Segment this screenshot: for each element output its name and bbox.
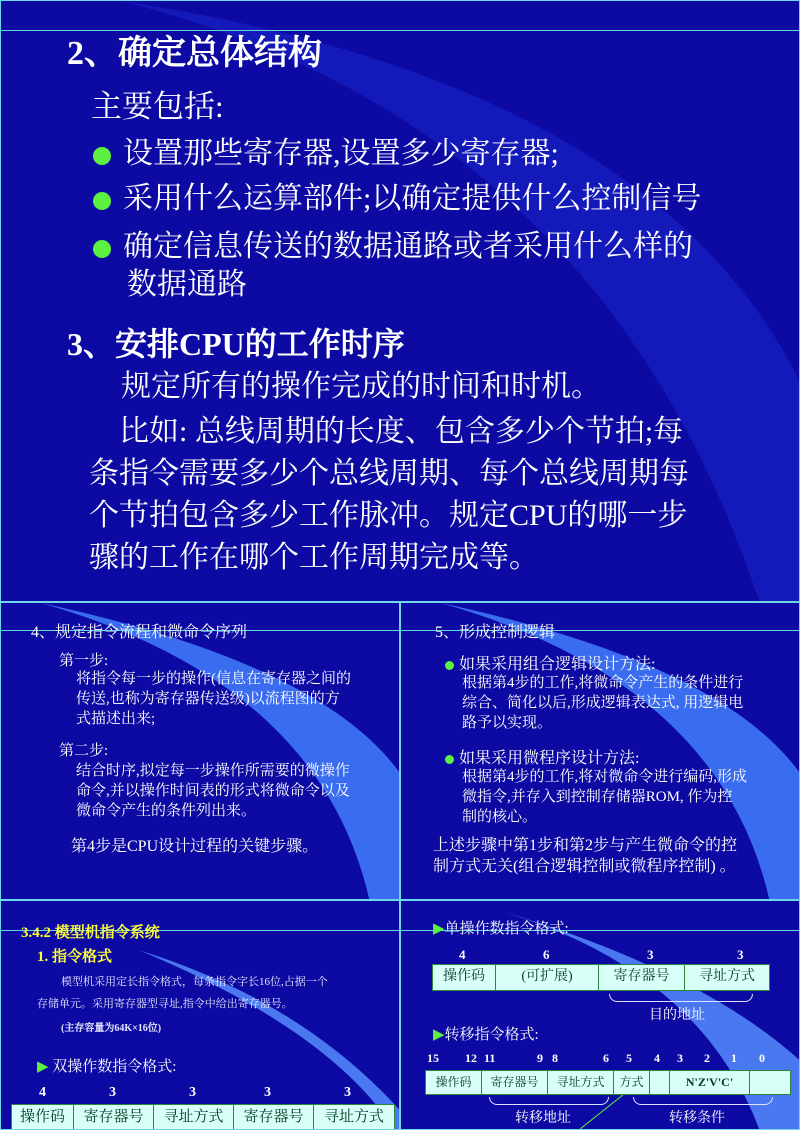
slide-title: 4、规定指令流程和微命令序列 <box>31 624 248 641</box>
jump-addr-brace <box>489 1097 609 1105</box>
bullet-icon <box>93 192 111 210</box>
slide-title: 5、形成控制逻辑 <box>435 624 556 641</box>
bullet-icon <box>445 661 454 670</box>
bit-width: 3 <box>647 947 654 962</box>
text-line: 结合时序,拟定每一步操作所需要的微操作 <box>76 763 350 779</box>
bullet-combinational: 如果采用组合逻辑设计方法: <box>445 651 655 674</box>
text-line: 路予以实现。 <box>462 715 553 731</box>
bullet-3-cont: 数据通路 <box>127 268 247 301</box>
jump-format <box>425 1070 791 1095</box>
bit-index: 5 <box>626 1051 632 1065</box>
para-line: 条指令需要多少个总线周期、每个总线周期每 <box>89 457 689 490</box>
text-line: 根据第4步的工作,将微命令产生的条件进行 <box>462 675 744 691</box>
text-line: 制方式无关(组合逻辑控制或微程序控制) 。 <box>433 858 736 875</box>
key-step-note: 第4步是CPU设计过程的关键步骤。 <box>71 838 319 855</box>
para-line: 骤的工作在哪个工作周期完成等。 <box>89 541 539 574</box>
bit-width: 3 <box>189 1085 196 1100</box>
bullet-2: 采用什么运算部件;以确定提供什么控制信号 <box>93 173 701 217</box>
arrow-icon: ▶ <box>433 1027 445 1043</box>
bit-width: 3 <box>264 1085 271 1100</box>
arrow-icon: ▶ <box>433 921 445 937</box>
heading-overall-structure: 2、确定总体结构 <box>67 35 322 72</box>
dual-operand-heading: ▶ 双操作数指令格式: <box>37 1059 177 1075</box>
format-desc-2: 存储单元。采用寄存器型寻址,指令中给出寄存器号。 <box>37 998 293 1010</box>
text-line: 上述步骤中第1步和第2步与产生微命令的控 <box>433 837 738 854</box>
jump-cond-brace <box>633 1097 773 1105</box>
bit-width: 6 <box>543 947 550 962</box>
field-cell: 操作码 <box>426 1071 482 1094</box>
step1-label: 第一步: <box>59 653 109 669</box>
bullet-microprogram: 如果采用微程序设计方法: <box>445 745 639 768</box>
step1-text <box>76 669 351 729</box>
bit-index: 1 <box>731 1051 737 1065</box>
field-cell: 寄存器号 <box>599 965 685 990</box>
field-cell: 寻址方式 <box>548 1071 614 1094</box>
bit-index: 9 <box>537 1051 543 1065</box>
bullet-1: 设置那些寄存器,设置多少寄存器; <box>93 128 559 172</box>
field-cell: 寻址方式 <box>685 965 769 990</box>
bit-index: 15 <box>427 1051 439 1065</box>
text-line: 制的核心。 <box>462 809 538 825</box>
field-cell: 寻址方式 <box>314 1105 394 1130</box>
field-cell: 操作码 <box>433 965 496 990</box>
arrow-icon: ▶ <box>37 1059 53 1075</box>
bullet-icon <box>445 755 454 764</box>
heading-timing: 3、安排CPU的工作时序 <box>67 326 405 362</box>
text-line: 微命令产生的条件列出来。 <box>76 803 257 819</box>
text-line: 传送,也称为寄存器传送级)以流程图的方 <box>76 691 340 707</box>
slide-instruction-system <box>0 900 400 1130</box>
format-desc-1: 模型机采用定长指令格式，每条指令字长16位,占据一个 <box>61 976 328 988</box>
step2-label: 第二步: <box>59 743 109 759</box>
field-cell: 方式 <box>614 1071 650 1094</box>
bit-width: 4 <box>39 1085 46 1100</box>
slide-title: 3.4.2 模型机指令系统 <box>21 925 160 941</box>
field-cell: 寄存器号 <box>74 1105 154 1130</box>
field-cell: 寻址方式 <box>154 1105 234 1130</box>
bit-index: 8 <box>552 1051 558 1065</box>
timing-paragraph <box>89 411 689 579</box>
field-cell <box>650 1071 670 1094</box>
bit-index: 0 <box>759 1051 765 1065</box>
slide-instruction-flow <box>0 602 400 900</box>
bit-index: 11 <box>484 1051 496 1065</box>
dest-label: 目的地址 <box>649 1008 705 1023</box>
dual-operand-format <box>11 1104 395 1130</box>
field-cell: 操作码 <box>12 1105 74 1130</box>
jump-cond-label: 转移条件 <box>669 1111 725 1126</box>
bit-width: 3 <box>737 947 744 962</box>
jump-addr-label: 转移地址 <box>515 1111 571 1126</box>
bit-index: 6 <box>603 1051 609 1065</box>
text-line: 命令,并以操作时间表的形式将微命令以及 <box>76 783 350 799</box>
microprogram-text <box>462 767 747 827</box>
field-cell: (可扩展) <box>496 965 599 990</box>
text-line: 式描述出来; <box>76 711 156 727</box>
bit-index: 2 <box>704 1051 710 1065</box>
slide-control-logic <box>400 602 800 900</box>
intro-text: 主要包括: <box>91 89 224 124</box>
bullet-icon <box>93 147 111 165</box>
text-line: 综合、简化以后,形成逻辑表达式, 用逻辑电 <box>462 695 744 711</box>
bullet-3: 确定信息传送的数据通路或者采用什么样的 <box>93 221 693 265</box>
memory-note: (主存容量为64K×16位) <box>61 1023 162 1034</box>
timing-line: 规定所有的操作完成的时间和时机。 <box>121 370 601 403</box>
dest-brace <box>609 994 753 1002</box>
bit-index: 3 <box>677 1051 683 1065</box>
bit-width: 3 <box>109 1085 116 1100</box>
summary-text <box>433 835 737 877</box>
text-line: 根据第4步的工作,将对微命令进行编码,形成 <box>462 769 748 785</box>
single-operand-heading: ▶单操作数指令格式: <box>433 921 569 937</box>
field-cell: N'Z'V'C' <box>670 1071 750 1094</box>
bit-index: 12 <box>465 1051 477 1065</box>
jump-heading: ▶转移指令格式: <box>433 1027 539 1043</box>
combinational-text <box>462 673 743 733</box>
single-operand-format <box>432 964 770 991</box>
text-line: 将指令每一步的操作(信息在寄存器之间的 <box>76 671 351 687</box>
step2-text <box>76 761 350 821</box>
text-line: 微指令,并存入到控制存储器ROM, 作为控 <box>462 789 733 805</box>
para-line: 个节拍包含多少工作脉冲。规定CPU的哪一步 <box>89 499 688 532</box>
field-cell <box>750 1071 790 1094</box>
field-cell: 寄存器号 <box>482 1071 548 1094</box>
section-title: 1. 指令格式 <box>37 949 113 965</box>
bit-index: 4 <box>654 1051 660 1065</box>
para-line: 比如: 总线周期的长度、包含多少个节拍;每 <box>119 415 684 448</box>
bit-width: 3 <box>344 1085 351 1100</box>
bullet-icon <box>93 240 111 258</box>
slide-instruction-formats <box>400 900 800 1130</box>
bit-width: 4 <box>459 947 466 962</box>
field-cell: 寄存器号 <box>234 1105 314 1130</box>
